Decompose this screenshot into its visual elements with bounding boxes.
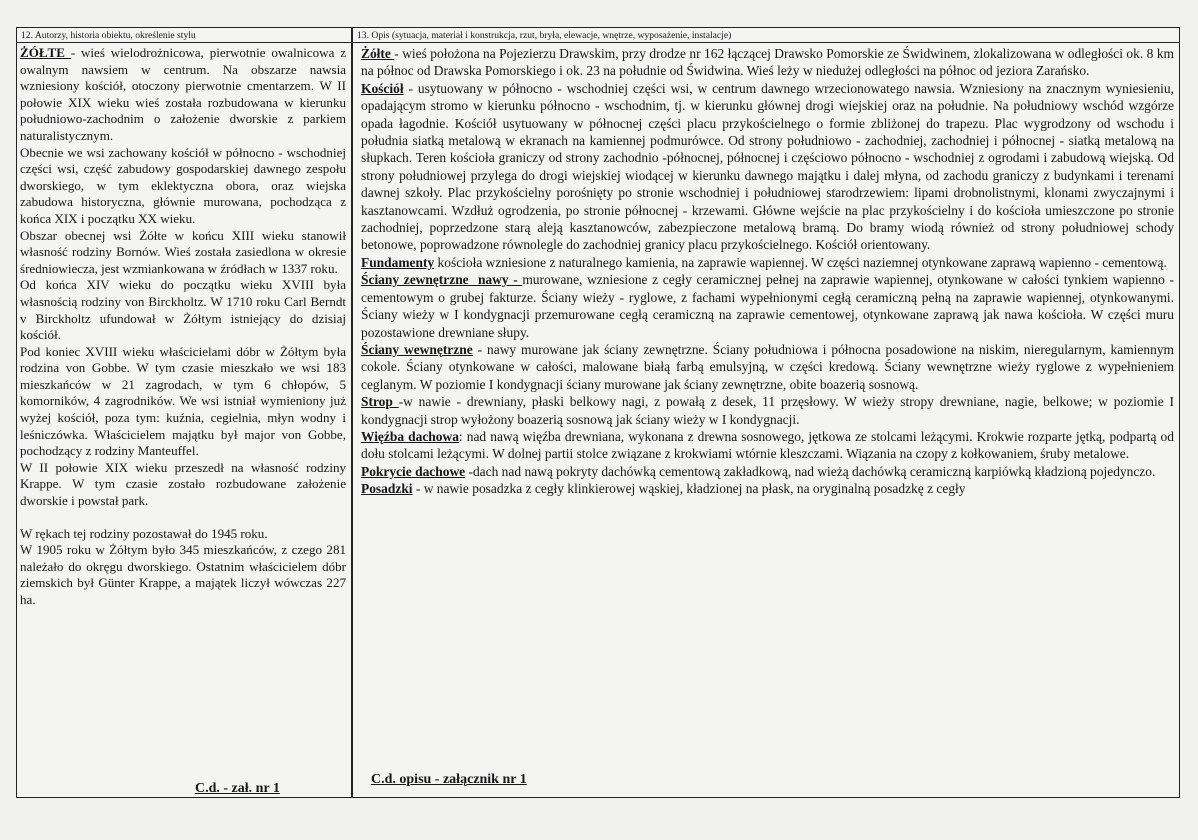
history-paragraph: W II połowie XIX wieku przeszedł na własność rodziny Krappe. W tym czasie zostało rozbudowane założenie dworskie i powstał park. [20, 459, 346, 509]
history-paragraph: W rękach tej rodziny pozostawał do 1945 roku. [20, 525, 268, 541]
desc-text: - usytuowany w północno - wschodniej części wsi, w centrum dawnego wrzecionowatego nawsia. Wzniesiony na znacznym wyniesieniu, opadającym stromo w kierunku północno - wschodnim, tj. w kierunku głównej drogi wiejskiej oraz na południe. Na południowy wschód wzgórze opada łagodnie. Kościół usytuowany w północnej części placu przykościelnego o formie zbliżonej do trapezu. Plac wygrodzony od wschodu i południa siatką metalową w ekranach na kamiennej podmurówce. Od strony południowo - zachodniej, zachodniej i północnej - siatką metalową na słupkach. Teren kościoła graniczy od strony zachodnio -północnej, północnej i częściowo północno - wschodniej z ogrodami i zabudową wiejską. Od strony południowej przylega do drogi wiejskiej wiodącej w kierunku dawnego majątku i dalej młyna, od zachodu graniczy z budynkami i terenami dawnej szkoły. Plac przykościelny porośnięty po stronie wschodniej i południowej starodrzewiem: lipami drobnolistnymi, klonami zwyczajnymi i kasztanowcami. Wzdłuż ogrodzenia, po stronie północnej - krzewami. Główne wejście na plac przykościelny i do kościoła umieszczone po stronie zachodniej, poprzedzone starą aleją kasztanowców, zabezpieczone metalową bramą. Do bramy wiodą również od strony południowej schody betonowe, poprowadzone równolegle do zachodniej granicy placu przykościelnego. Kościół orientowany. [361, 80, 1174, 253]
description-continuation-note: C.d. opisu - załącznik nr 1 [371, 772, 527, 787]
header-right: 13. Opis (sytuacja, materiał i konstrukcja, rzut, bryła, elewacje, wnętrze, wyposażenie, instalacje) [353, 28, 1179, 43]
desc-keyword: Żółte [361, 46, 395, 61]
desc-text: : nad nawą więźba drewniana, wykonana z drewna sosnowego, jętkowa ze stolcami leżącymi. Krokwie rozparte jętką, podpartą od dołu stolcami leżącymi. W dolnej partii stolce związane z krokwiami wtórnie kleszczami. Wiązania na czopy z kołkowaniem, śruby metalowe. [361, 428, 1174, 462]
history-paragraph: Od końca XIV wieku do początku wieku XVIII była własnością rodziny von Birckholtz. W 1710 roku Carl Berndt v Birckholtz ufundował w Żółtym istniejący do dzisiaj kościół. [20, 277, 346, 343]
desc-floors [361, 480, 1174, 497]
desc-text: -w nawie - drewniany, płaski belkowy nagi, z powałą z desek, 11 przęsłowy. W wieży stropy drewniane, nagie, belkowe; w poziomie I kondygnacji strop wyłożony boazerią sosnową jak ściany wieży w I kondygnacji. [361, 394, 1174, 427]
desc-inner-walls [361, 341, 1174, 393]
desc-keyword: Posadzki [361, 481, 413, 497]
desc-keyword: Pokrycie dachowe [361, 463, 466, 479]
desc-text: kościoła wzniesione z naturalnego kamienia, na zaprawie wapiennej. W części naziemnej otynkowane zaprawą wapienno - cementową. [434, 254, 1167, 270]
desc-text: - wieś położona na Pojezierzu Drawskim, przy drodze nr 162 łączącej Drawsko Pomorskie ze Świdwinem, zlokalizowana w odległości ok. 8 km na północ od Drawska Pomorskiego i ok. 23 na południe od Świdwina. Wieś leży w niedużej odległości na północ od jeziora Zarańsko. [361, 46, 1174, 79]
desc-roof-truss [361, 428, 1174, 463]
history-intro-text: - wieś wielodrożnicowa, pierwotnie owalnicowa z owalnym nawsiem w centrum. Na obszarze nawsia wzniesiony kościół, otoczony pierwotnie cmentarzem. W II połowie XIX wieku wieś została rozbudowana w kierunku południowo-zachodnim o założenie dworskie z parkiem naturalistycznym. [20, 45, 347, 143]
desc-location [361, 45, 1174, 80]
desc-keyword: Ściany zewnętrzne nawy - [361, 272, 523, 288]
history-paragraph: Obecnie we wsi zachowany kościół w północno - wschodniej części wsi, część zabudowy gospodarskiej dawnego zespołu dworskiego, w tym eklektyczna obora, oraz wiejska zabudowa historyczna, głównie murowana, pochodząca z końca XIX i początku XX wieku. [20, 144, 346, 226]
history-column [20, 45, 346, 609]
column-divider [351, 28, 353, 797]
desc-text: - nawy murowane jak ściany zewnętrzne. Ściany południowa i północna posadowione na niskim, nieregularnym, kamiennym cokole. Ściany otynkowane w całości, malowane białą farbą emulsyjną, w części kredową. Ściany wewnętrzne wieży ryglowe z wypełnieniem ceglanym. W poziomie I kondygnacji ściany murowane jak ściany zewnętrzne, obite boazerią sosnową. [361, 341, 1174, 392]
history-paragraph: Pod koniec XVIII wieku właścicielami dóbr w Żółtym była rodzina von Gobbe. W tym czasie mieszkało we wsi 183 mieszkańców w 21 zagrodach, w tym 6 chłopów, 5 komorników, 4 zagrodników. We wsi istniał wymieniony już wyżej kościół, poza tym: kuźnia, cegielnia, młyn wodny i leśniczówka. Właścicielem majątku był major von Gobbe, pochodzący z rodziny Manteuffel. [20, 343, 346, 459]
description-column [361, 45, 1174, 498]
desc-keyword: Strop [361, 394, 399, 410]
history-intro [20, 45, 346, 145]
desc-keyword: Ściany wewnętrzne [361, 341, 473, 357]
desc-keyword: Więźba dachowa [361, 428, 459, 444]
history-paragraph: Obszar obecnej wsi Żółte w końcu XIII wieku stanowił własność rodziny Bornów. Wieś została zasiedlona w okresie średniowiecza, jest wzmiankowana w źródłach w 1337 roku. [20, 227, 346, 276]
desc-text: murowane, wzniesione z cegły ceramicznej pełnej na zaprawie wapiennej, otynkowane w całości tynkiem wapienno - cementowym o grubej fakturze. Ściany wieży - ryglowe, z fachami wypełnionymi cegłą ceramiczną pełną na zaprawie wapiennej, otynkowanymi. Ściany wieży w I kondygnacji przemurowane cegłą ceramiczną na zaprawie cementowej, otynkowane zaprawą jak nawa kościoła. W części muru pozostawione drewniane słupy. [361, 272, 1174, 340]
desc-church [361, 80, 1174, 254]
desc-ceiling [361, 393, 1174, 428]
history-paragraph: W 1905 roku w Żółtym było 345 mieszkańców, z czego 281 należało do okręgu dworskiego. Ostatnim właścicielem dóbr ziemskich był Günter Krappe, a majątek liczył wówczas 227 ha. [20, 542, 346, 607]
desc-keyword: Fundamenty [361, 254, 435, 270]
header-left: 12. Autorzy, historia obiektu, określenie stylu [17, 28, 351, 43]
desc-outer-walls [361, 271, 1174, 341]
desc-keyword: Kościół [361, 80, 404, 96]
history-continuation-note: C.d. - zał. nr 1 [195, 781, 280, 796]
desc-text: - w nawie posadzka z cegły klinkierowej wąskiej, kładzionej na płask, na oryginalną posadzkę z cegły [412, 481, 966, 497]
desc-text: -dach nad nawą pokryty dachówką cementową zakładkową, nad wieżą dachówką ceramiczną karpiówką kładzioną pojedynczo. [465, 463, 1156, 479]
desc-foundations [361, 254, 1174, 271]
form-sheet [16, 27, 1180, 798]
spacer [20, 510, 346, 526]
desc-roofing [361, 463, 1174, 480]
village-name-heading: ŻÓŁTE [20, 45, 71, 60]
